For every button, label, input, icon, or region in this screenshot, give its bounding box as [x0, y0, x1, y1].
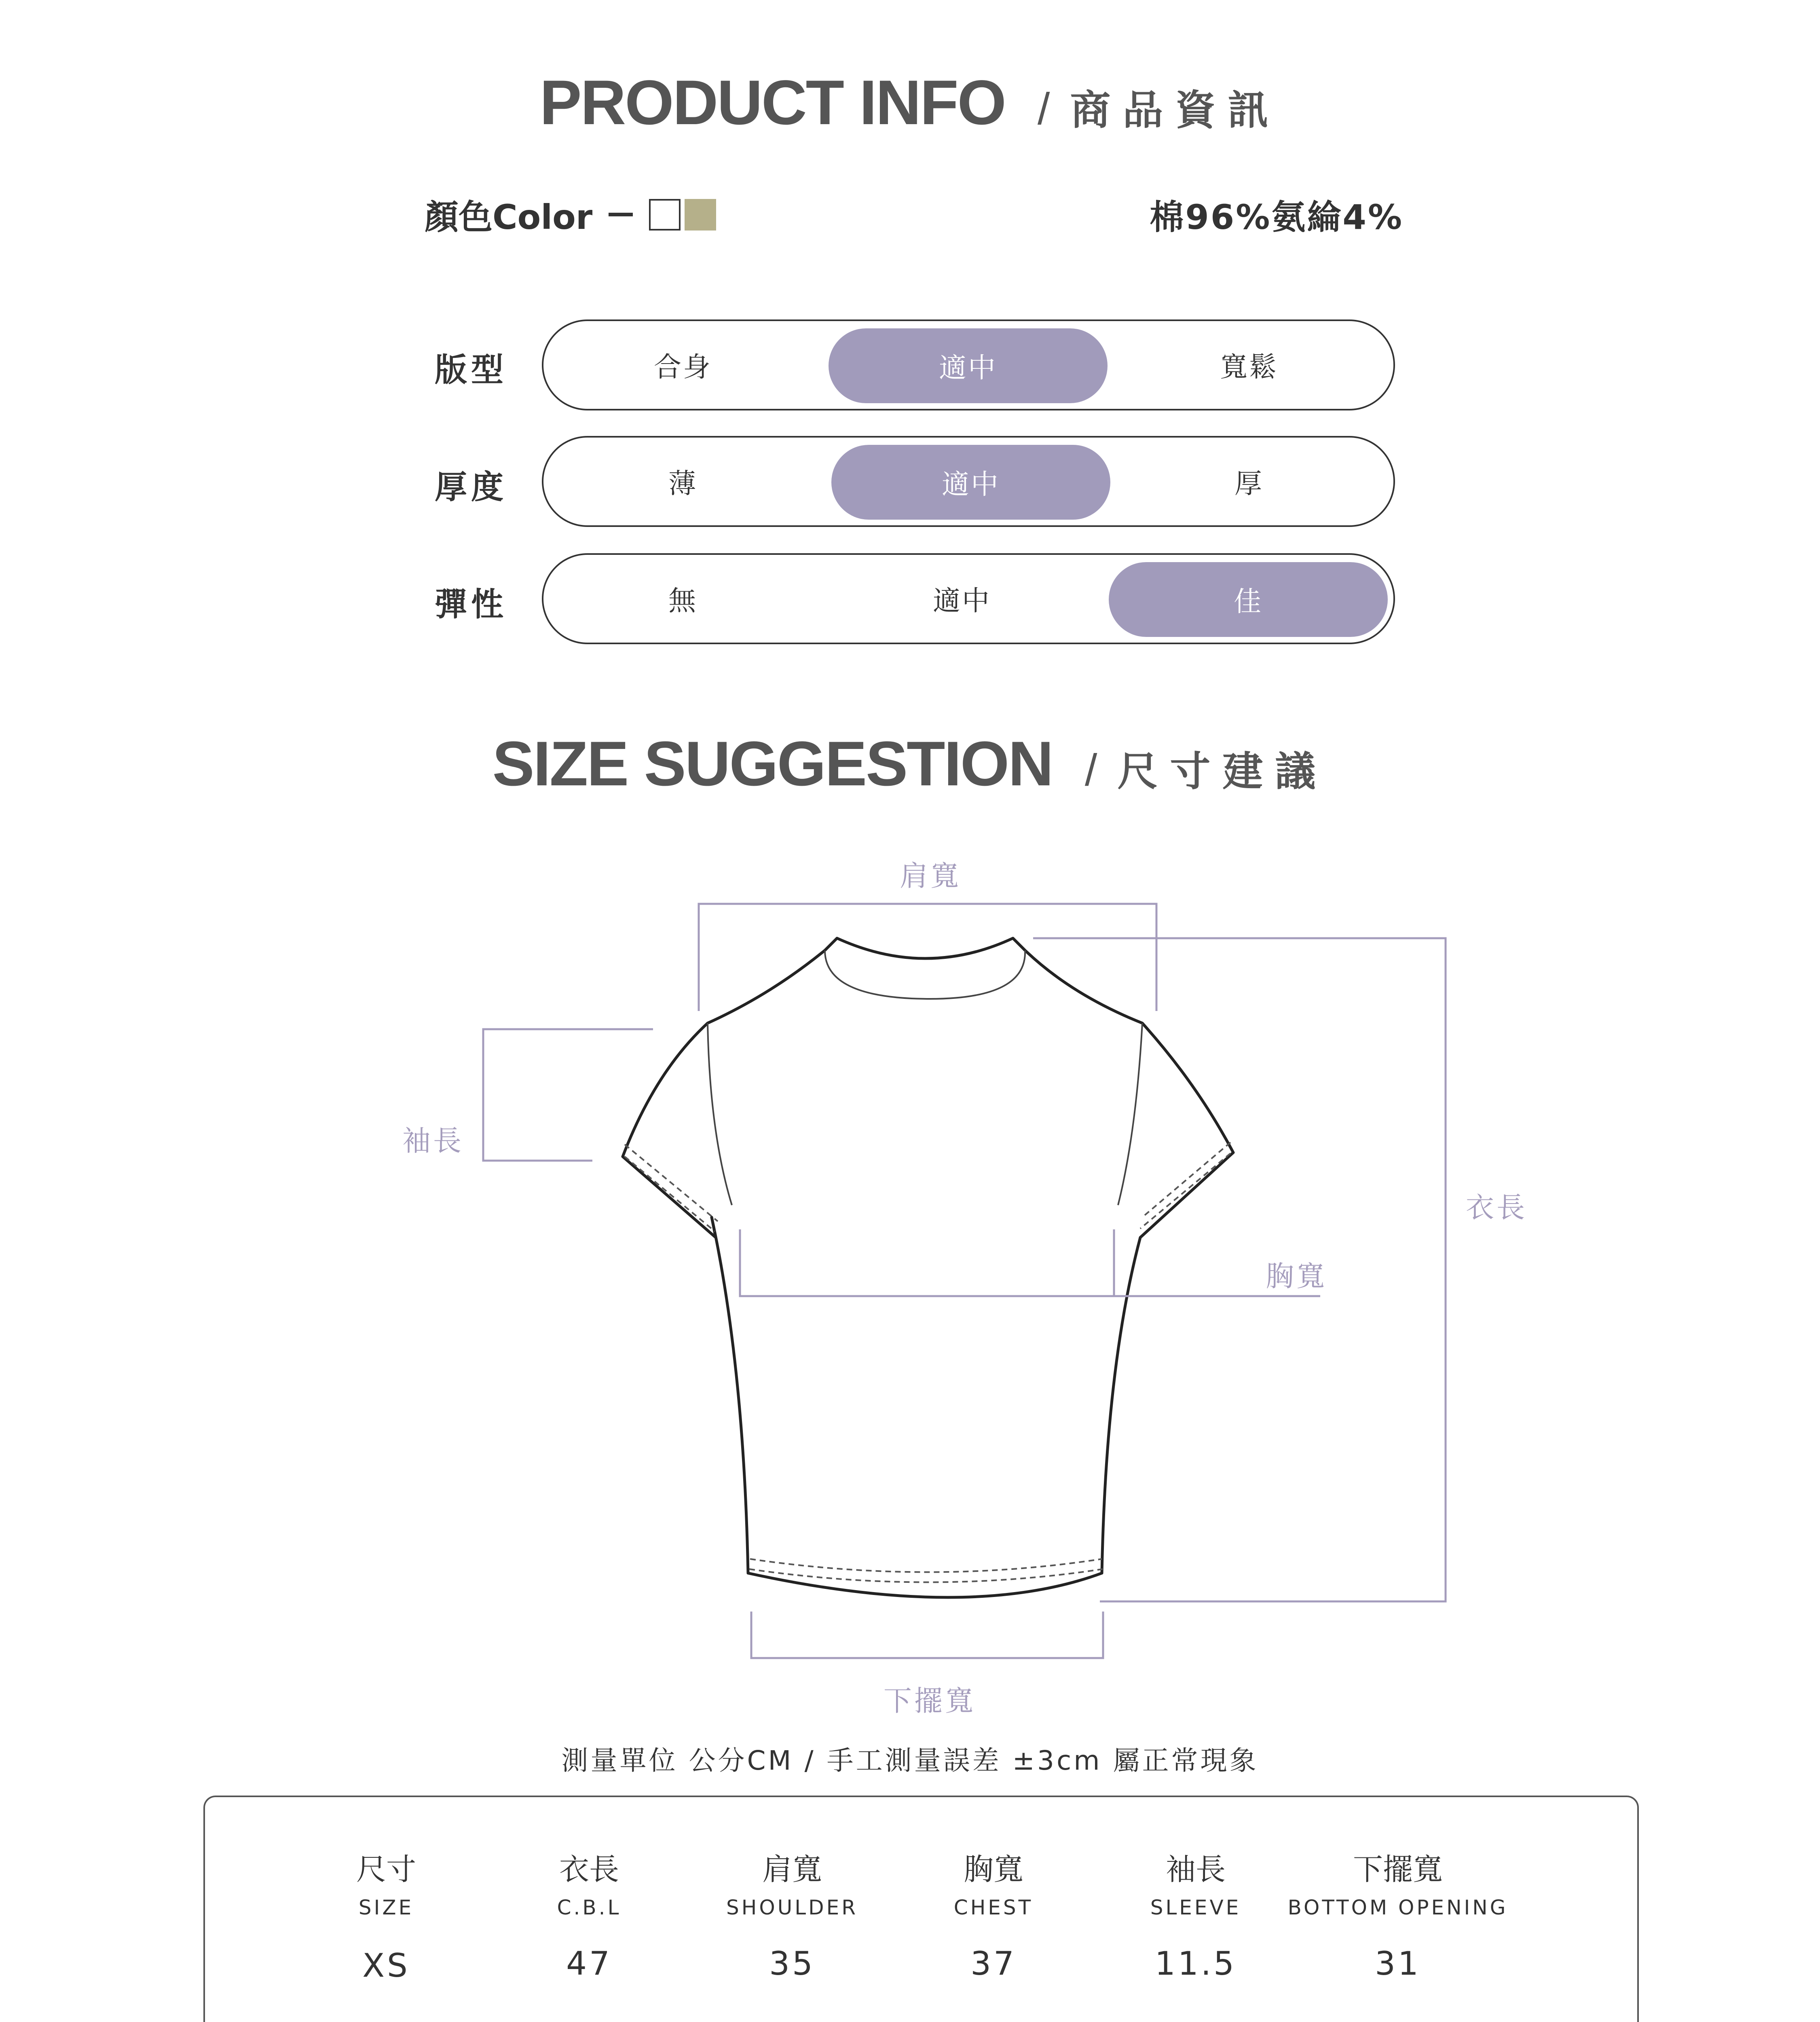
attr-option: 適中: [932, 585, 991, 617]
title-separator: /: [1084, 745, 1097, 795]
attr-option: 合身: [653, 351, 712, 383]
attr-option-selected: 適中: [829, 328, 1108, 403]
table-cell: XS: [362, 1947, 410, 1984]
col-head-zh: 衣長: [559, 1852, 619, 1887]
attr-option: 薄: [668, 468, 698, 500]
table-cell: 35: [769, 1945, 815, 1982]
attr-label-fit: 版型: [435, 351, 507, 389]
sleeve-label: 袖長: [402, 1124, 464, 1157]
attr-label-elasticity: 彈性: [435, 586, 507, 623]
col-head-en: CHEST: [953, 1896, 1034, 1919]
measurement-note: 測量單位 公分CM / 手工測量誤差 ±3cm 屬正常現象: [561, 1745, 1259, 1776]
shoulder-label: 肩寬: [900, 859, 961, 893]
col-head-zh: 下擺寬: [1353, 1852, 1443, 1887]
size-suggestion-title-en: SIZE SUGGESTION: [492, 729, 1053, 799]
title-separator: /: [1037, 84, 1050, 134]
fabric-composition: 棉96%氨綸4%: [1150, 197, 1404, 237]
col-head-en: C.B.L: [557, 1896, 621, 1919]
size-suggestion-title-zh: 尺寸建議: [1117, 748, 1328, 795]
color-label: 顏色Color: [425, 197, 593, 237]
col-head-en: BOTTOM OPENING: [1287, 1896, 1508, 1919]
product-info-title-en: PRODUCT INFO: [539, 68, 1005, 138]
table-cell: 37: [970, 1945, 1017, 1982]
attr-option: 寬鬆: [1220, 351, 1278, 383]
col-head-en: SLEEVE: [1150, 1896, 1241, 1919]
col-head-zh: 胸寬: [964, 1852, 1023, 1887]
attr-label-thickness: 厚度: [435, 468, 507, 506]
col-head-en: SIZE: [358, 1896, 414, 1919]
table-cell: 47: [566, 1945, 612, 1982]
col-head-en: SHOULDER: [726, 1896, 858, 1919]
hem-label: 下擺寬: [884, 1684, 976, 1717]
chest-label: 胸寬: [1266, 1260, 1327, 1293]
product-info-title-zh: 商品資訊: [1070, 87, 1281, 134]
table-cell: 31: [1375, 1945, 1421, 1982]
attr-option: 無: [668, 585, 698, 617]
attr-option: 厚: [1234, 468, 1264, 500]
size-table: [203, 1796, 1639, 2022]
length-label: 衣長: [1466, 1191, 1527, 1224]
col-head-zh: 尺寸: [356, 1852, 416, 1887]
attr-option-selected: 佳: [1109, 562, 1388, 637]
attr-option-selected: 適中: [831, 445, 1110, 520]
col-head-bottom-opening: [1277, 1846, 1519, 1919]
col-head-zh: 肩寬: [762, 1852, 822, 1887]
table-cell: 11.5: [1154, 1945, 1237, 1982]
col-head-zh: 袖長: [1166, 1852, 1226, 1887]
